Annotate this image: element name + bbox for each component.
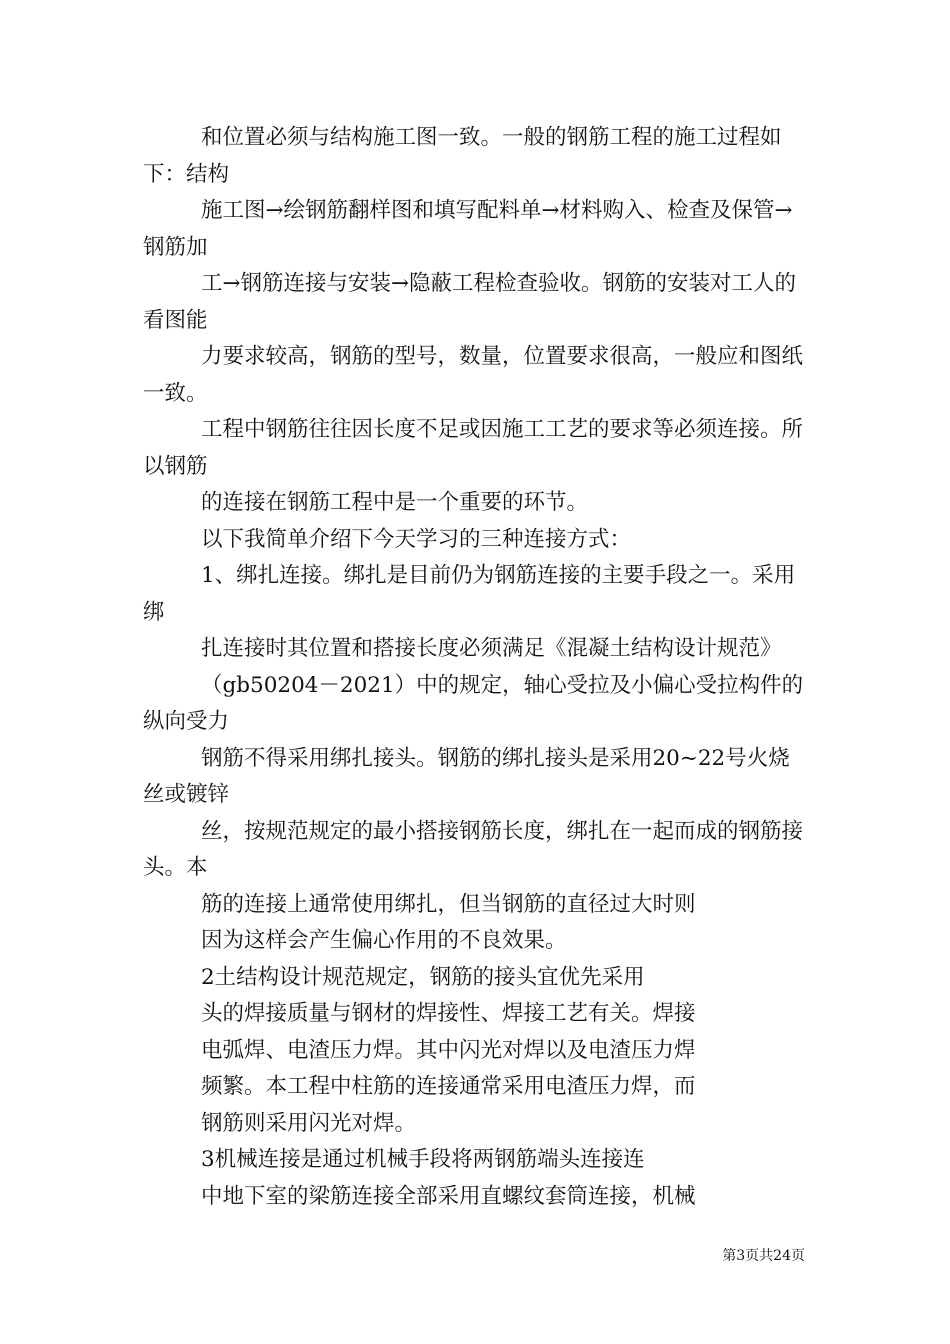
text-line: 频繁。本工程中柱筋的连接通常采用电渣压力焊，而 [201,1074,696,1099]
text-line: 中地下室的梁筋连接全部采用直螺纹套筒连接，机械 [201,1183,696,1209]
text-line: 下：结构 [143,161,230,187]
paragraph [143,814,811,887]
paragraph [143,339,811,412]
text-line: 筋的连接上通常使用绑扎，但当钢筋的直径过大时则 [201,891,696,917]
paragraph [143,960,811,997]
text-line: 和位置必须与结构施工图一致。一般的钢筋工程的施工过程如 [201,125,782,150]
paragraph [143,741,811,814]
text-line: 纵向受力 [143,709,230,734]
text-line: →钢筋加 [143,198,793,260]
text-line: 施工图→绘钢筋翻样图和填写配料单→材料购入、检查及保管 [201,198,775,223]
text-line: 纸一致。 [143,344,804,406]
paragraph [143,412,811,485]
paragraph [143,1142,811,1179]
text-line: 力要求较高，钢筋的型号，数量，位置要求很高，一般应和图 [201,344,782,369]
text-line: 丝，按规范规定的最小搭接钢筋长度，绑扎在一起而成的钢筋 [201,818,782,844]
paragraph [143,120,811,193]
paragraph [143,193,811,266]
text-line: 2土结构设计规范规定，钢筋的接头宜优先采用 [201,964,645,990]
text-line: 头的焊接质量与钢材的焊接性、焊接工艺有关。焊接 [201,1001,696,1026]
text-line: 以下我简单介绍下今天学习的三种连接方式： [201,526,632,552]
text-line: 钢筋则采用闪光对焊。 [201,1110,417,1136]
paragraph [143,923,811,960]
paragraph [143,522,811,559]
document-body [143,120,811,1215]
page-number: 第3页共24页 [722,1248,805,1264]
text-line: 工程中钢筋往往因长度不足或因施工工艺的要求等必须连接。 [201,417,782,442]
paragraph [143,1106,811,1143]
paragraph [143,1033,811,1070]
text-line: 的看图能 [143,271,797,333]
text-line: 用绑 [143,563,796,625]
paragraph [143,668,811,741]
text-line: 接头。本 [143,818,804,880]
paragraph [143,887,811,924]
paragraph [143,996,811,1033]
text-line: 因为这样会产生偏心作用的不良效果。 [201,928,567,953]
text-line: （gb50204－2021）中的规定，轴心受拉及小偏心受拉构件的 [201,672,804,698]
text-line: 钢筋不得采用绑扎接头。钢筋的绑扎接头是采用20~22号火烧 [201,745,790,771]
text-line: 电弧焊、电渣压力焊。其中闪光对焊以及电渣压力焊 [201,1037,696,1063]
text-line: 的连接在钢筋工程中是一个重要的环节。 [201,490,589,515]
text-line: 丝或镀锌 [143,782,230,807]
paragraph [143,558,811,631]
paragraph [143,1179,811,1216]
text-line: 工→钢筋连接与安装→隐蔽工程检查验收。钢筋的安装对工人 [201,271,775,296]
paragraph [143,631,811,668]
text-line: 1、绑扎连接。绑扎是目前仍为钢筋连接的主要手段之一。采 [201,563,774,588]
text-line: 3机械连接是通过机械手段将两钢筋端头连接连 [201,1147,645,1172]
text-line: 扎连接时其位置和搭接长度必须满足《混凝土结构设计规范》 [201,636,782,661]
text-line: 所以钢筋 [143,417,804,479]
paragraph [143,1069,811,1106]
paragraph [143,266,811,339]
paragraph [143,485,811,522]
